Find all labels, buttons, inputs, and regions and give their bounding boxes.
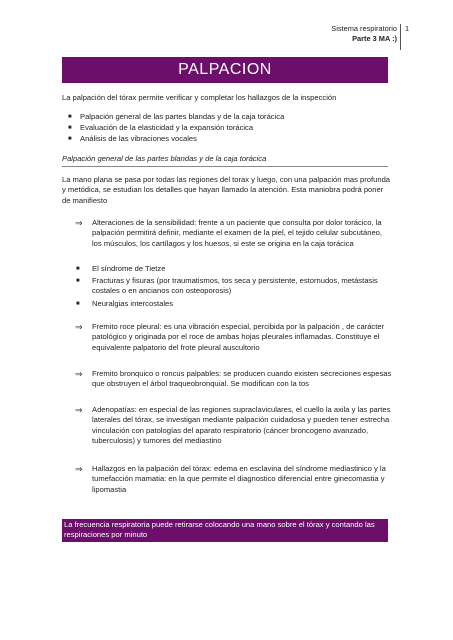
list-item: [75, 464, 392, 495]
list-item: [75, 218, 392, 249]
list-item: [68, 123, 390, 133]
list-item-text: Neuralgias intercostales: [92, 299, 174, 308]
square-bullet-icon: ■: [76, 278, 80, 284]
double-arrow-icon: ⇒: [75, 369, 83, 379]
square-bullet-icon: ■: [68, 114, 72, 120]
list-item-text: Análisis de las vibraciones vocales: [80, 134, 197, 143]
double-arrow-icon: ⇒: [75, 218, 83, 228]
square-bullet-icon: ■: [68, 136, 72, 142]
list-item-text: Palpación general de las partes blandas y de la caja torácica: [80, 112, 285, 121]
list-item-text: Adenopatías: en especial de las regiones supraclaviculares, el cuello la axila y las partes laterales del tórax, se investigan mediante palpación cuidadosa y pueden tener estrecha vinculación con patologías del aparato respiratorio (cáncer broncogeno avanzado, tuberculosis) y tumores del mediastino: [92, 405, 391, 446]
list-item-text: Fremito bronquico o roncus palpables: se producen cuando existen secreciones espesas que obstruyen el árbol traqueobronquial. Se modifican con la tos: [92, 369, 392, 389]
list-item-text: Alteraciones de la sensibilidad: frente a un paciente que consulta por dolor torácico, la palpación permitirá definir, mediante el examen de la piel, el tejido celular subcutáneo, los músculos, los cartílagos y los huesos, si este se origina en la caja torácica: [92, 218, 383, 248]
intro-text: La palpación del tórax permite verificar y completar los hallazgos de la inspección: [62, 93, 337, 102]
list-item: [68, 112, 390, 122]
list-item: [76, 299, 392, 309]
list-item: [76, 276, 392, 297]
header-subtitle: Parte 3 MA :): [352, 34, 397, 43]
section-divider: [62, 166, 388, 167]
square-bullet-icon: ■: [68, 125, 72, 131]
list-item-text: Fremito roce pleural: es una vibración especial, percibida por la palpación , de carácter patológico y originada por el roce de ambas hojas pleurales inflamadas. Constituye el equivalente palpatorio del frote pleural auscultorio: [92, 322, 385, 352]
page-number: 1: [400, 24, 409, 50]
section-banner: PALPACION: [62, 57, 388, 83]
page-header: [331, 24, 397, 44]
square-bullet-icon: ■: [76, 301, 80, 307]
list-item: [76, 264, 392, 274]
list-item: [75, 369, 392, 390]
square-bullet-icon: ■: [76, 266, 80, 272]
section-title: Palpación general de las partes blandas y de la caja torácica: [62, 154, 267, 163]
double-arrow-icon: ⇒: [75, 405, 83, 415]
list-item-text: Hallazgos en la palpación del tórax: edema en esclavina del síndrome mediastinico y la tumefacción mamatia: en la que permite el diagnostico diferencial entre ginecomastia y lipomastia: [92, 464, 386, 494]
highlight-note: La frecuencia respiratoria puede retirarse colocando una mano sobre el tórax y contando las respiraciones por minuto: [62, 519, 388, 542]
list-item: [75, 322, 392, 353]
double-arrow-icon: ⇒: [75, 464, 83, 474]
list-item-text: Fracturas y fisuras (por traumatismos, tos seca y persistente, estornudos, metástasis costales o en ancianos con osteoporosis): [92, 276, 378, 296]
double-arrow-icon: ⇒: [75, 322, 83, 332]
list-item-text: Evaluación de la elasticidad y la expansión torácica: [80, 123, 254, 132]
header-title: Sistema respiratorio: [331, 24, 397, 33]
body-paragraph: La mano plana se pasa por todas las regiones del torax y luego, con una palpación mas profunda y metódica, se estudian los detalles que hayan llamado la atención. Esta maniobra podrá poner de manifiesto: [62, 175, 391, 205]
list-item-text: El síndrome de Tietze: [92, 264, 166, 273]
list-item: [75, 405, 392, 447]
list-item: [68, 134, 390, 144]
